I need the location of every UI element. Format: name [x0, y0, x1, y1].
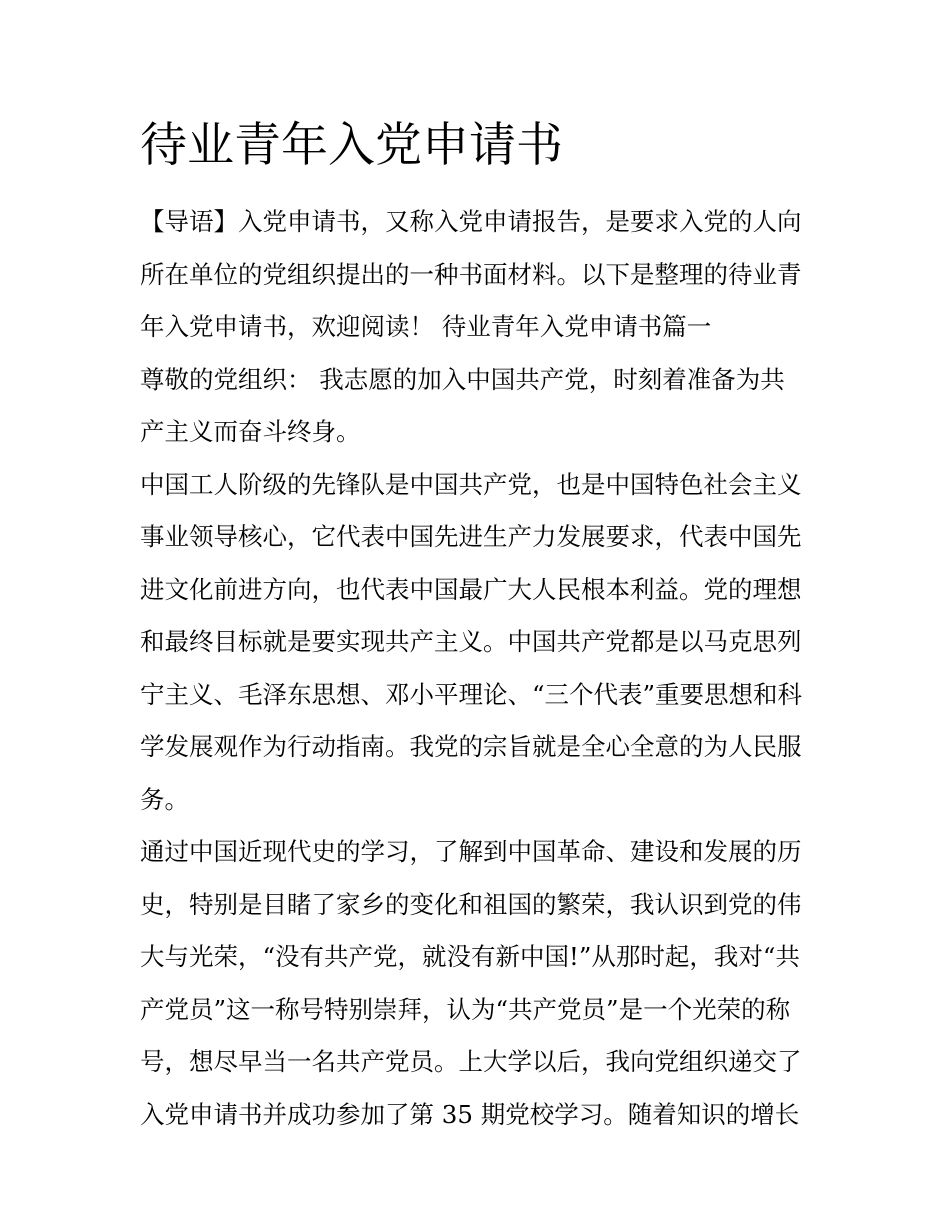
- text-line: 中国工人阶级的先锋队是中国共产党，也是中国特色社会主义: [140, 469, 802, 499]
- text-line: 学发展观作为行动指南。我党的宗旨就是全心全意的为人民服: [140, 732, 802, 761]
- text-line: 进文化前进方向，也代表中国最广大人民根本利益。党的理想: [140, 574, 802, 604]
- text-line: 史，特别是目睹了家乡的变化和祖国的繁荣，我认识到党的伟: [140, 889, 802, 919]
- text-line: 产主义而奋斗终身。: [140, 417, 361, 446]
- text-line: 尊敬的党组织： 我志愿的加入中国共产党，时刻着准备为共: [140, 364, 785, 394]
- text-line: 入党申请书并成功参加了第 35 期党校学习。随着知识的增长: [140, 1099, 800, 1129]
- text-line: 通过中国近现代史的学习，了解到中国革命、建设和发展的历: [140, 837, 802, 866]
- document-body: [140, 196, 820, 1141]
- page-title: 待业青年入党申请书: [140, 118, 563, 173]
- text-line: 事业领导核心，它代表中国先进生产力发展要求，代表中国先: [140, 522, 802, 551]
- text-line: 务。: [140, 784, 189, 814]
- text-line: 大与光荣，“没有共产党，就没有新中国!”从那时起，我对“共: [140, 942, 800, 971]
- text-line: 和最终目标就是要实现共产主义。中国共产党都是以马克思列: [140, 627, 802, 656]
- text-line: 产党员”这一称号特别崇拜，认为“共产党员”是一个光荣的称: [140, 994, 791, 1024]
- text-line: 宁主义、毛泽东思想、邓小平理论、“三个代表”重要思想和科: [140, 679, 803, 709]
- text-line: 号，想尽早当一名共产党员。上大学以后，我向党组织递交了: [140, 1047, 802, 1076]
- text-line: 年入党申请书，欢迎阅读！ 待业青年入党申请书篇一: [140, 312, 712, 341]
- text-line: 【导语】入党申请书，又称入党申请报告，是要求入党的人向: [140, 207, 802, 236]
- text-line: 所在单位的党组织提出的一种书面材料。以下是整理的待业青: [140, 259, 802, 289]
